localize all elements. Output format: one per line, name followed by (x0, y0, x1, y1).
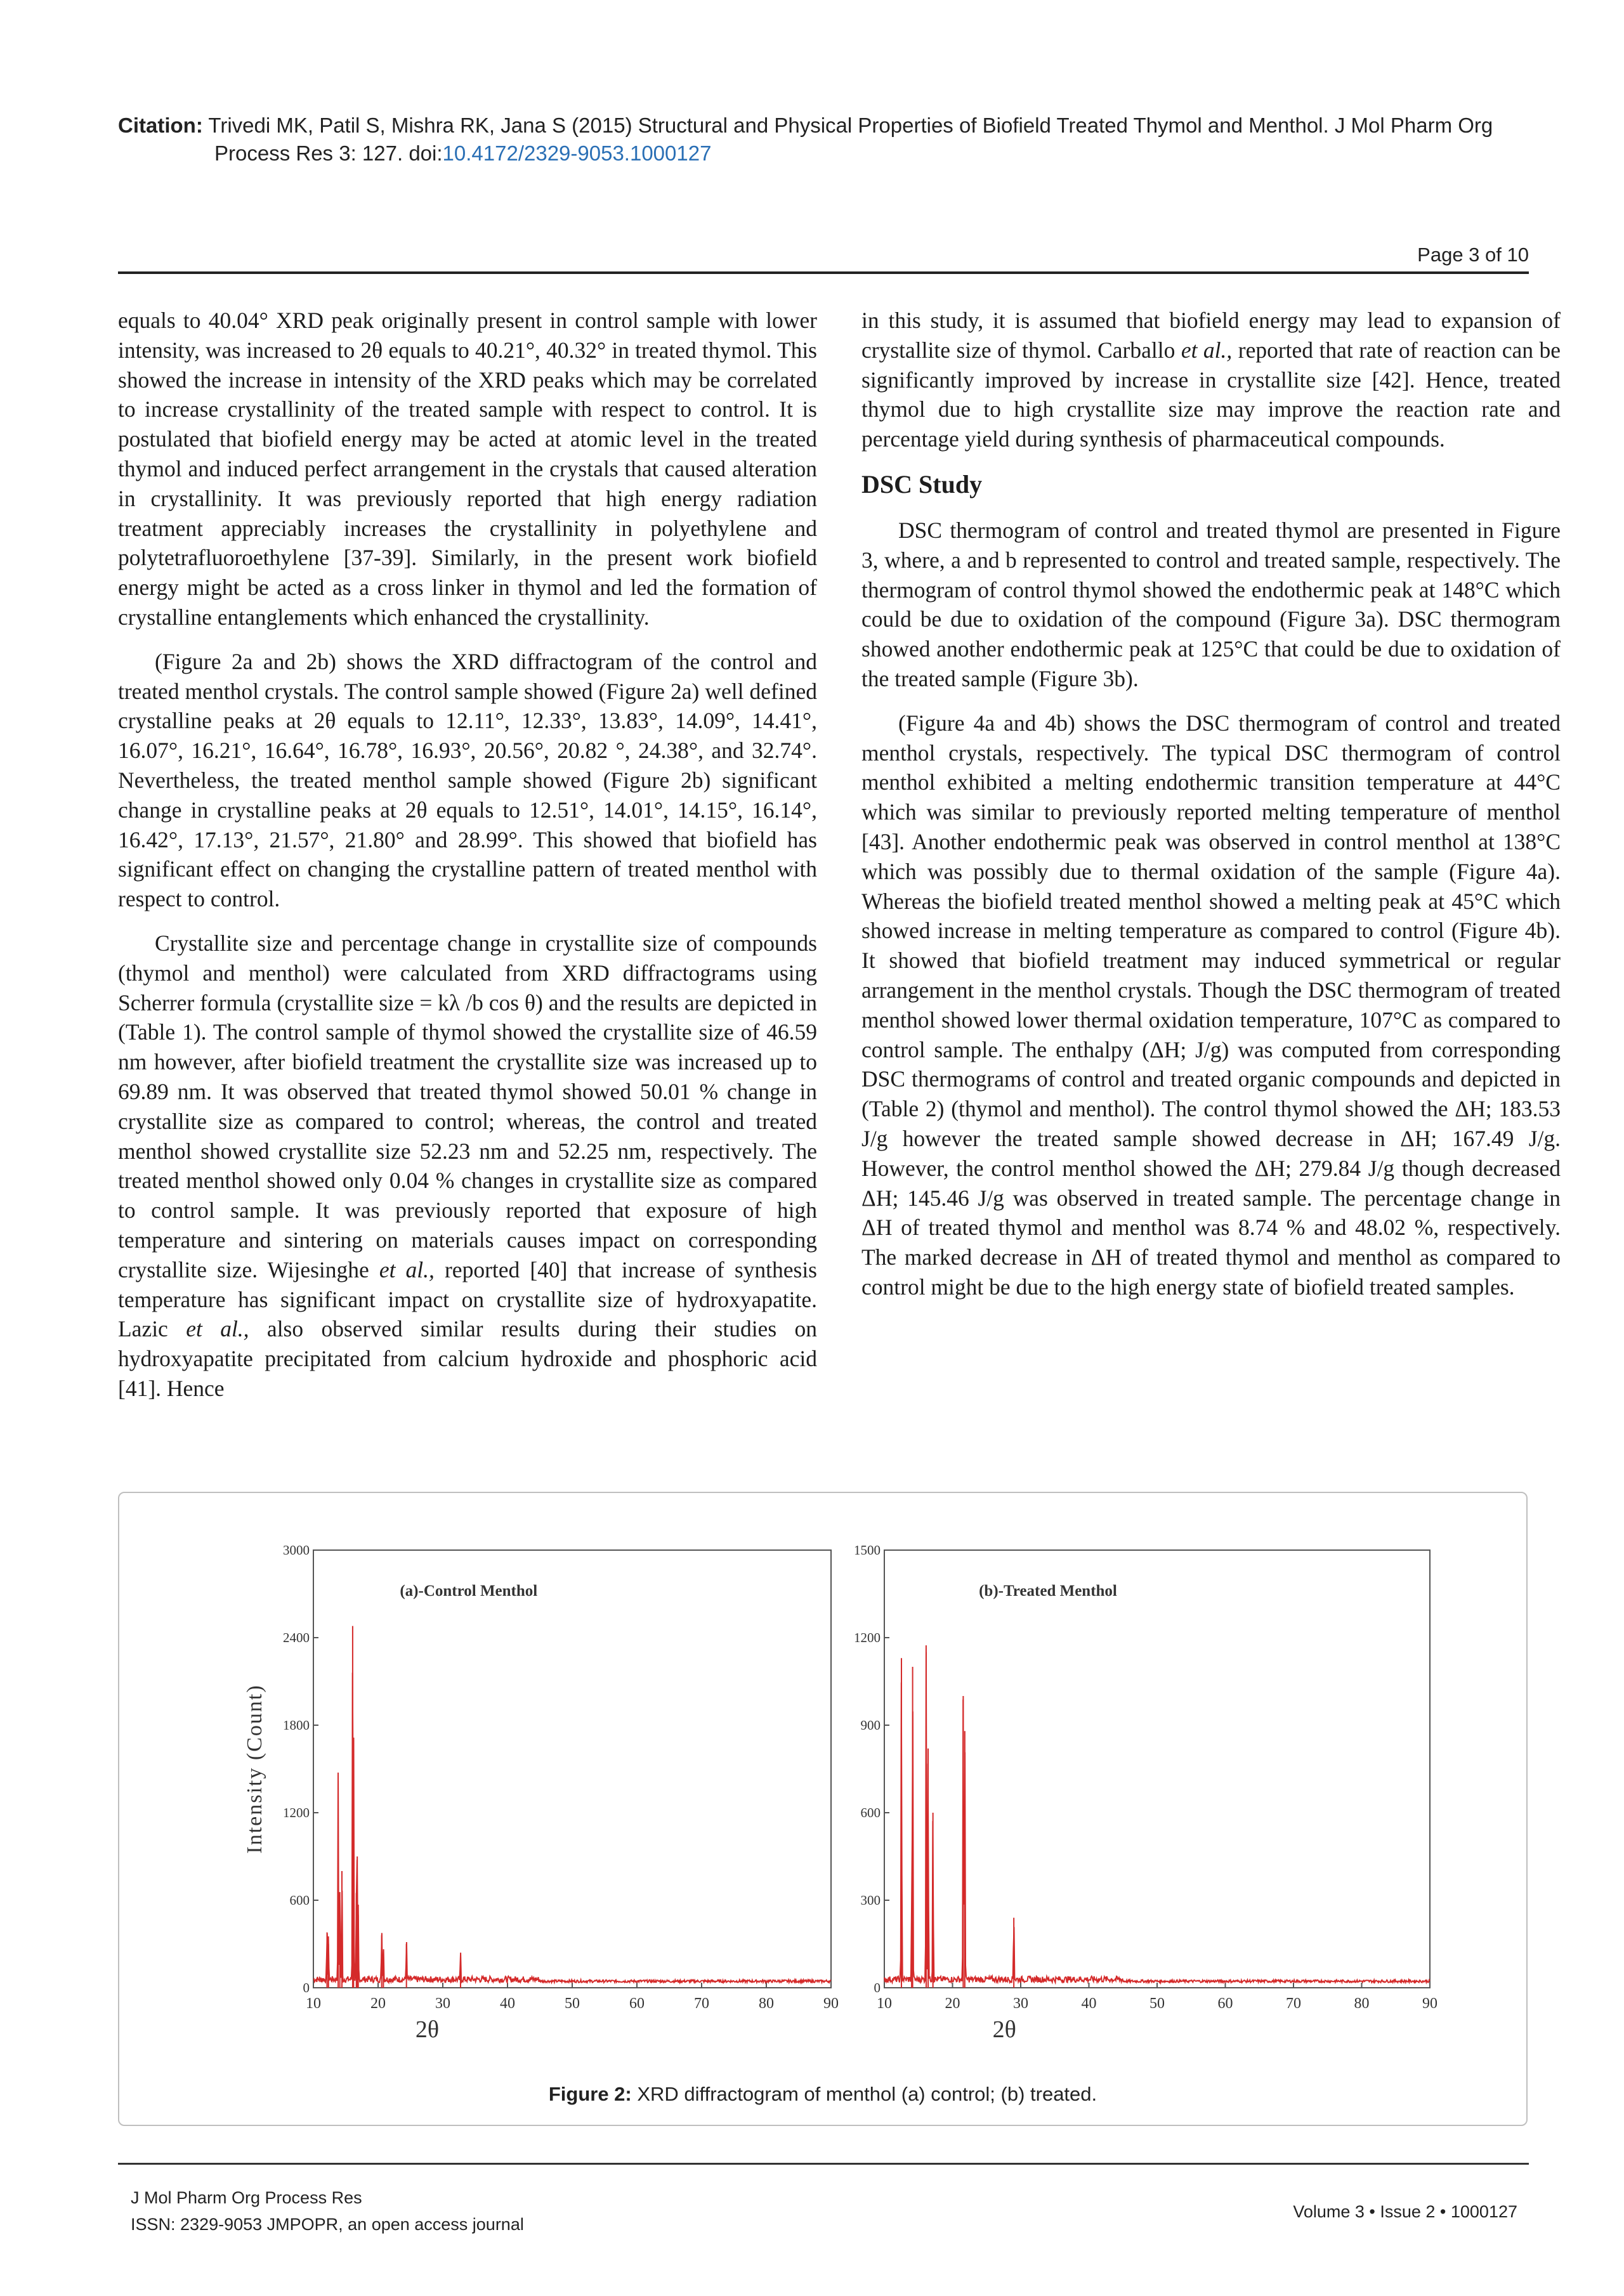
x-tick-label: 50 (1149, 1995, 1165, 2012)
figure-caption (119, 2083, 1526, 2106)
page-number: Page 3 of 10 (1417, 244, 1529, 266)
footer-issn: ISSN: 2329-9053 JMPOPR, an open access journal (131, 2215, 524, 2234)
x-tick-label: 60 (1217, 1995, 1233, 2012)
plot-frame (884, 1550, 1430, 1988)
y-tick-label: 1800 (283, 1718, 310, 1733)
left-paragraph-3 (118, 929, 817, 1404)
right-paragraph-3: (Figure 4a and 4b) shows the DSC thermogram of control and treated menthol crystals, respectively. The typical DSC thermogram of control menthol exhibited a melting endothermic transition temperature at 44°C which was similar to previously reported melting temperature of menthol [43]. Another endothermic peak was observed in control menthol at 138°C which was possibly due to thermal oxidation of the sample (Figure 4a). Whereas the biofield treated menthol showed a melting peak at 45°C which showed increase in melting temperature as compared to control (Figure 4b). It showed that biofield treatment may induced symmetrical or regular arrangement in the menthol crystals. Though the DSC thermogram of treated menthol showed lower thermal oxidation temperature, 107°C as compared to control sample. The enthalpy (ΔH; J/g) was computed from corresponding DSC thermograms of control and treated organic compounds and depicted in (Table 2) (thymol and menthol). The control thymol showed the ΔH; 183.53 J/g however the treated sample showed decrease in ΔH; 167.49 J/g. However, the control menthol showed the ΔH; 279.84 J/g though decreased ΔH; 145.46 J/g was observed in treated sample. The percentage change in ΔH of treated thymol and menthol was 8.74 % and 48.02 %, respectively. The marked decrease in ΔH of treated thymol and menthol as compared to control might be due to the high energy state of biofield treated samples. (861, 710, 1561, 1300)
x-tick-label: 40 (500, 1995, 515, 2012)
doi-link[interactable]: 10.4172/2329-9053.1000127 (442, 141, 712, 165)
etal-italic: et al., (379, 1256, 435, 1282)
left-paragraph-1: equals to 40.04° XRD peak originally present in control sample with lower intensity, was increased to 2θ equals to 40.21°, 40.32° in treated thymol. This showed the increase in intensity of the XRD peaks which may be correlated to increase crystallinity of the treated sample with respect to control. It is postulated that biofield energy may be acted at atomic level in the treated thymol and induced perfect arrangement in the crystals that caused alteration in crystallinity. It was previously reported that high energy radiation treatment appreciably increases the crystallinity in polyethylene and polytetrafluoroethylene [37-39]. Similarly, in the present work biofield energy might be acted as a cross linker in thymol and led the formation of crystalline entanglements which enhanced the crystallinity. (118, 308, 817, 630)
footer-volume: Volume 3 • Issue 2 • 1000127 (1293, 2202, 1517, 2221)
plot-frame (313, 1550, 831, 1988)
text-span: also observed similar results during their studies on hydroxyapatite precipitated from calcium hydroxide and phosphoric acid [41]. Hence (118, 1316, 818, 1401)
x-tick-label: 80 (759, 1995, 774, 2012)
x-tick-label: 10 (306, 1995, 321, 2012)
chart-title: (a)-Control Menthol (400, 1582, 538, 1600)
y-tick-label: 2400 (283, 1630, 310, 1645)
citation-label: Citation: (118, 114, 203, 137)
right-paragraph-1 (861, 306, 1561, 454)
y-tick-label: 900 (860, 1718, 881, 1733)
y-tick-label: 300 (860, 1893, 881, 1908)
x-tick-label: 70 (1286, 1995, 1301, 2012)
x-tick-label: 80 (1354, 1995, 1370, 2012)
x-tick-label: 90 (1422, 1995, 1437, 2012)
etal-italic: et al., (1181, 337, 1233, 363)
header-divider (118, 271, 1529, 274)
x-tick-label: 20 (370, 1995, 386, 2012)
x-tick-label: 60 (629, 1995, 645, 2012)
citation-line2: Process Res 3: 127. doi: (214, 141, 443, 165)
text-span: reported [40] that increase of synthesis temperature has significant impact on crystallite size of hydroxyapatite. Lazic (118, 1256, 817, 1342)
x-tick-label: 70 (694, 1995, 709, 2012)
x-tick-label: 90 (823, 1995, 839, 2012)
figure-caption-label: Figure 2: (548, 2083, 632, 2105)
text-span: reported that rate of reaction can be significantly improved by increase in crystallite size [42]. Hence, treated thymol due to high crystallite size may improve the reaction rate and percentage yield during synthesis of pharmaceutical compounds. (861, 337, 1561, 452)
y-axis-label: Intensity (Count) (243, 1684, 266, 1854)
right-column (861, 306, 1561, 1317)
figure-2 (118, 1492, 1528, 2126)
x-axis-label: 2θ (992, 2016, 1016, 2043)
footer-journal: J Mol Pharm Org Process Res (131, 2188, 362, 2207)
x-tick-label: 50 (565, 1995, 580, 2012)
left-column (118, 306, 817, 1418)
footer-divider (118, 2163, 1529, 2165)
x-tick-label: 40 (1081, 1995, 1097, 2012)
diffractogram-line (884, 1645, 1430, 1983)
x-tick-label: 20 (945, 1995, 960, 2012)
y-tick-label: 0 (874, 1980, 881, 1995)
y-tick-label: 3000 (283, 1543, 310, 1558)
y-tick-label: 600 (289, 1893, 310, 1908)
y-tick-label: 600 (860, 1805, 881, 1820)
y-tick-label: 0 (303, 1980, 310, 1995)
y-tick-label: 1200 (283, 1805, 310, 1820)
citation (118, 112, 1571, 167)
y-tick-label: 1200 (854, 1630, 881, 1645)
chart-title: (b)-Treated Menthol (979, 1582, 1117, 1600)
text-span: Crystallite size and percentage change in crystallite size of compounds (thymol and menthol) were calculated from XRD diffractograms using Scherrer formula (crystallite size = kλ /b cos θ) and the results are depicted in (Table 1). The control sample of thymol showed the crystallite size of 46.59 nm however, after biofield treatment the crystallite size was increased up to 69.89 nm. It was observed that treated thymol showed 50.01 % change in crystallite size as compared to control; whereas, the control and treated menthol showed crystallite size 52.23 nm and 52.25 nm, respectively. The treated menthol showed only 0.04 % changes in crystallite size as compared to control sample. It was previously reported that exposure of high temperature and sintering on materials causes impact on corresponding crystallite size. Wijesinghe (118, 930, 817, 1282)
etal-italic: et al., (186, 1316, 249, 1342)
x-tick-label: 30 (1013, 1995, 1028, 2012)
x-axis-label: 2θ (415, 2016, 440, 2043)
right-paragraph-2: DSC thermogram of control and treated thymol are presented in Figure 3, where, a and b represented to control and treated sample, respectively. The thermogram of control thymol showed the endothermic peak at 148°C which could be due to oxidation of the compound (Figure 3a). DSC thermogram showed another endothermic peak at 125°C that could be due to oxidation of the treated sample (Figure 3b). (861, 517, 1561, 691)
citation-line1: Trivedi MK, Patil S, Mishra RK, Jana S (2015) Structural and Physical Properties of Biofield Treated Thymol and Menthol. J Mol Pharm Org (208, 114, 1493, 137)
xrd-chart-svg (119, 1493, 1526, 2125)
text-span: in this study, it is assumed that biofield energy may lead to expansion of crystallite size of thymol. Carballo (861, 308, 1561, 363)
section-heading-dsc: DSC Study (861, 469, 983, 499)
y-tick-label: 1500 (854, 1543, 881, 1558)
left-paragraph-2: (Figure 2a and 2b) shows the XRD diffractogram of the control and treated menthol crystals. The control sample showed (Figure 2a) well defined crystalline peaks at 2θ equals to 12.11°, 12.33°, 13.83°, 14.09°, 14.41°, 16.07°, 16.21°, 16.64°, 16.78°, 16.93°, 20.56°, 20.82 °, 24.38°, and 32.74°. Nevertheless, the treated menthol sample showed (Figure 2b) significant change in crystalline peaks at 2θ equals to 12.51°, 14.01°, 14.15°, 16.14°, 16.42°, 17.13°, 21.57°, 21.80° and 28.99°. This showed that biofield has significant effect on changing the crystalline pattern of treated menthol with respect to control. (118, 648, 817, 912)
diffractogram-line (313, 1673, 831, 1983)
figure-caption-text: XRD diffractogram of menthol (a) control; (b) treated. (631, 2083, 1097, 2105)
x-tick-label: 10 (877, 1995, 892, 2012)
x-tick-label: 30 (435, 1995, 450, 2012)
